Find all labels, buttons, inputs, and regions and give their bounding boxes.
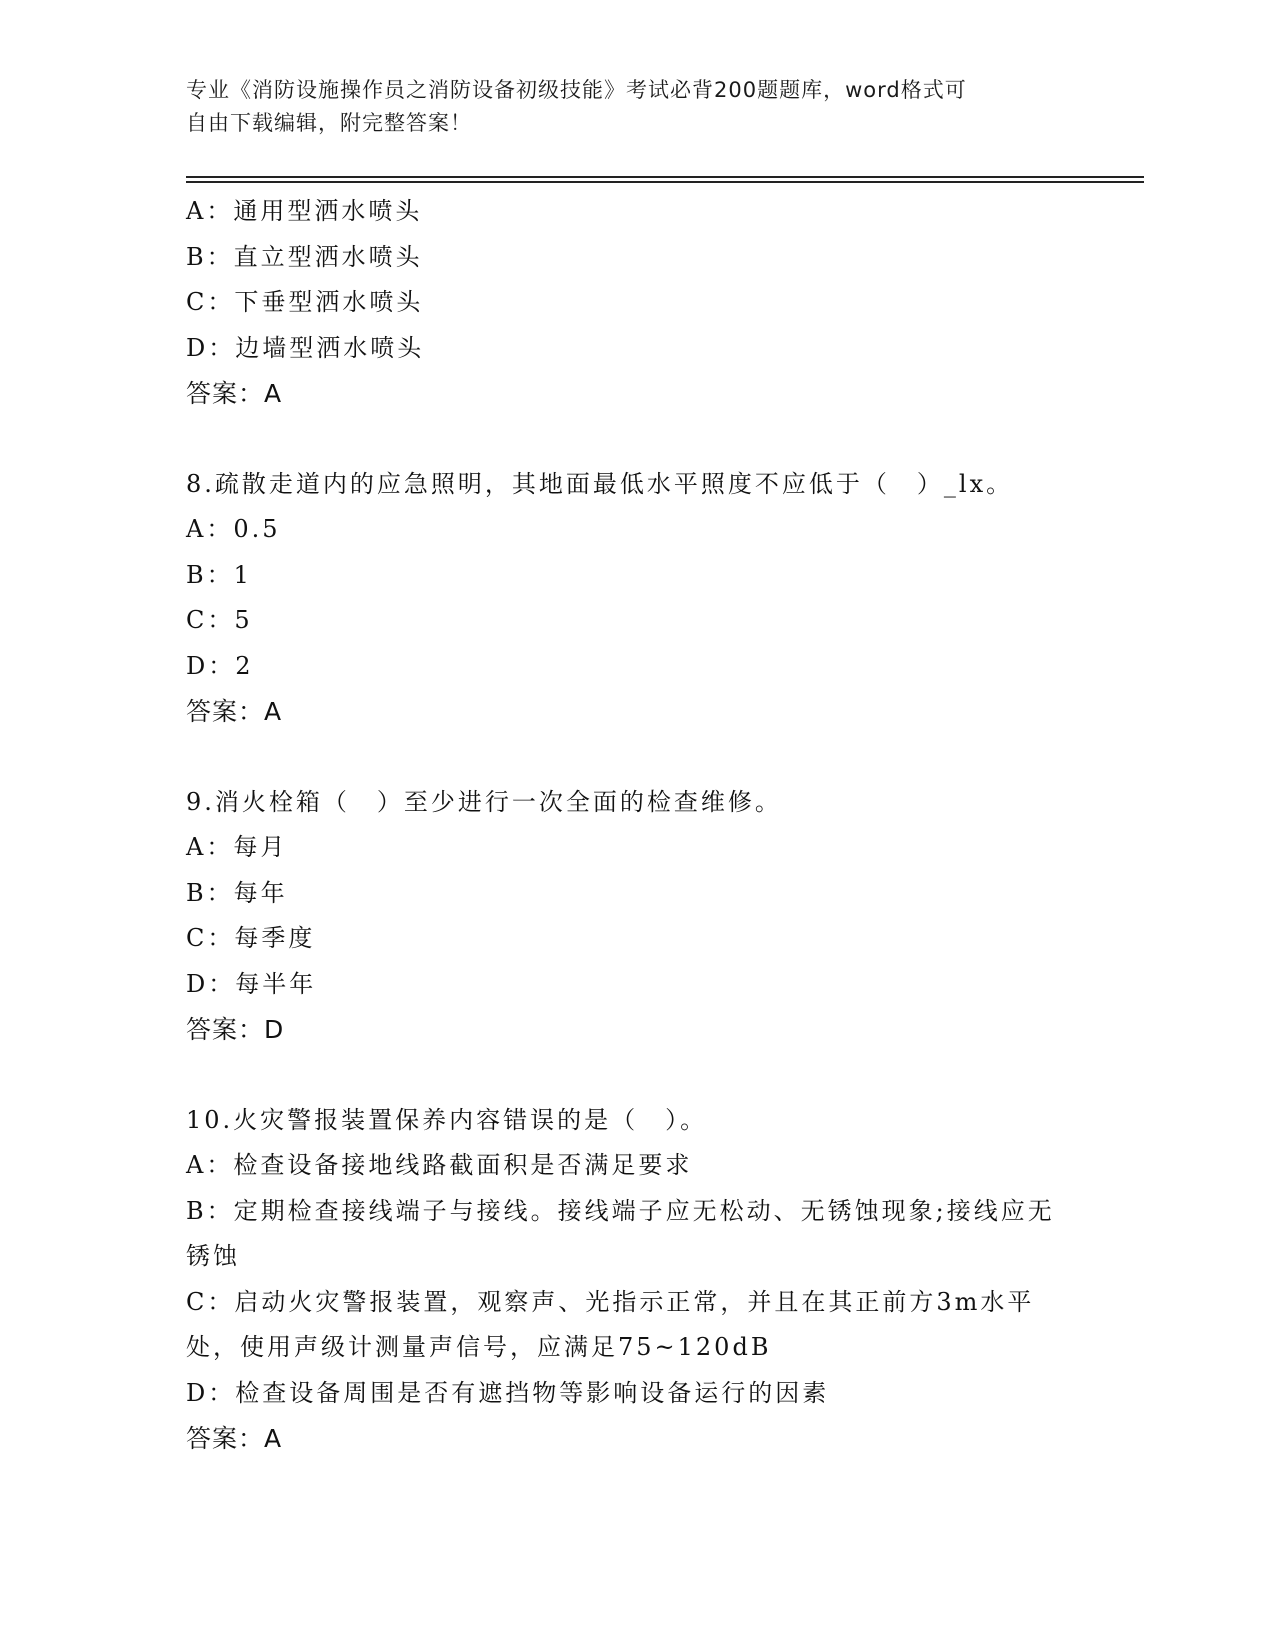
option-c: C：5: [186, 606, 253, 634]
option-b: B：每年: [186, 878, 288, 907]
question-stem: 8.疏散走道内的应急照明，其地面最低水平照度不应低于（ ）_lx。: [186, 469, 1014, 498]
option-b: B：定期检查接线端子与接线。接线端子应无松动、无锈蚀现象;接线应无锈蚀: [186, 1196, 1055, 1270]
question-7-continued: [186, 189, 1066, 417]
option-d: D：检查设备周围是否有遮挡物等影响设备运行的因素: [186, 1378, 830, 1407]
answer-line: 答案：A: [186, 379, 283, 408]
question-10: [186, 1098, 1066, 1462]
option-d: D：每半年: [186, 969, 317, 998]
question-9: [186, 780, 1066, 1053]
document-header: [186, 74, 1066, 140]
answer-line: 答案：A: [186, 697, 283, 726]
option-a: A：每月: [186, 833, 288, 861]
header-divider-top: [186, 176, 1144, 178]
option-d: D：边墙型洒水喷头: [186, 333, 425, 362]
option-b: B：直立型洒水喷头: [186, 242, 423, 271]
option-a: A：检查设备接地线路截面积是否满足要求: [186, 1151, 693, 1179]
question-list: [186, 189, 1066, 1462]
header-title-line-2: 自由下载编辑，附完整答案！: [186, 111, 472, 135]
question-8: [186, 462, 1066, 735]
header-title-line-1: 专业《消防设施操作员之消防设备初级技能》考试必背200题题库，word格式可: [186, 78, 967, 102]
header-divider-bottom: [186, 181, 1144, 183]
option-c: C：下垂型洒水喷头: [186, 288, 424, 316]
question-stem: 9.消火栓箱（ ）至少进行一次全面的检查维修。: [186, 787, 782, 816]
question-stem: 10.火灾警报装置保养内容错误的是（ ）。: [186, 1105, 708, 1134]
option-c: C：启动火灾警报装置，观察声、光指示正常，并且在其正前方3m水平处，使用声级计测量声信号，应满足75~120dB: [186, 1287, 1035, 1361]
answer-line: 答案：D: [186, 1015, 285, 1044]
option-b: B：1: [186, 560, 252, 589]
option-a: A：通用型洒水喷头: [186, 197, 423, 225]
option-a: A：0.5: [186, 515, 281, 543]
option-d: D：2: [186, 651, 254, 680]
option-c: C：每季度: [186, 924, 316, 952]
answer-line: 答案：A: [186, 1424, 283, 1453]
